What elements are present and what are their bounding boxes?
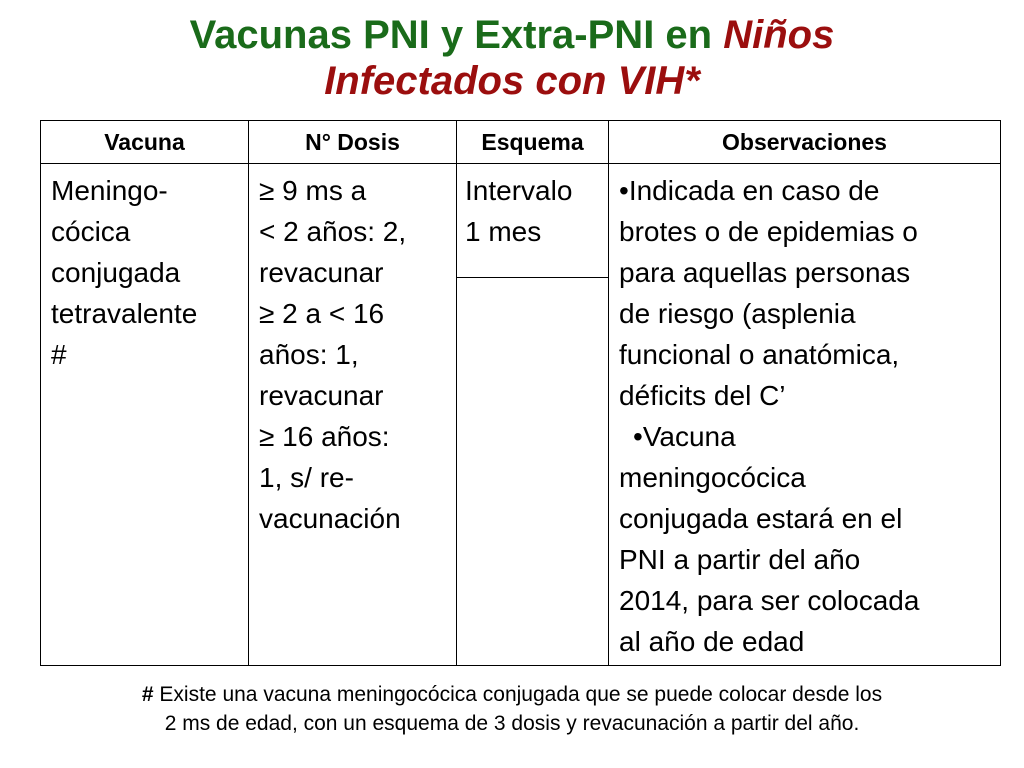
obs-line: PNI a partir del año (619, 544, 861, 575)
obs-item-2 (619, 416, 992, 662)
obs-line: de riesgo (asplenia (619, 298, 856, 329)
footnote (0, 680, 1024, 738)
esquema-line: 1 mes (465, 216, 542, 247)
obs-line: déficits del C’ (619, 380, 786, 411)
obs-line: 2014, para ser colocada (619, 585, 920, 616)
dosis-line: vacunación (259, 503, 401, 534)
dosis-line: < 2 años: 2, (259, 216, 407, 247)
obs-item-1 (619, 170, 992, 416)
footnote-line-2: 2 ms de edad, con un esquema de 3 dosis y revacunación a partir del año. (164, 712, 860, 735)
dosis-line: ≥ 16 años: (259, 421, 390, 452)
dosis-line: ≥ 2 a < 16 (259, 298, 385, 329)
footnote-line-1: Existe una vacuna meningocócica conjugada que se puede colocar desde los (153, 683, 883, 706)
slide-title (0, 12, 1024, 104)
obs-line: brotes o de epidemias o (619, 216, 918, 247)
header-dosis: N° Dosis (249, 121, 457, 164)
header-esquema: Esquema (457, 121, 609, 164)
obs-line: conjugada estará en el (619, 503, 903, 534)
dosis-line: revacunar (259, 380, 384, 411)
bullet-icon: • (633, 421, 643, 452)
cell-esquema (457, 164, 609, 666)
title-line-2: Infectados con VIH* (324, 59, 700, 103)
obs-line: Vacuna (642, 421, 736, 452)
cell-vacuna (41, 164, 249, 666)
esquema-line: Intervalo (465, 175, 573, 206)
dosis-line: ≥ 9 ms a (259, 175, 367, 206)
dosis-line: 1, s/ re- (259, 462, 354, 493)
header-observaciones: Observaciones (609, 121, 1001, 164)
vacuna-line: conjugada (51, 257, 181, 288)
vacuna-line: Meningo- (51, 175, 168, 206)
obs-line: funcional o anatómica, (619, 339, 900, 370)
title-line-1 (0, 12, 1024, 58)
obs-line: al año de edad (619, 626, 805, 657)
dosis-line: años: 1, (259, 339, 359, 370)
obs-line: Indicada en caso de (628, 175, 880, 206)
vacuna-line: tetravalente (51, 298, 198, 329)
vacuna-line: cócica (51, 216, 131, 247)
title-text: Vacunas PNI y Extra-PNI en (189, 13, 724, 57)
header-vacuna: Vacuna (41, 121, 249, 164)
vacuna-footnote-mark: # (51, 339, 67, 370)
esquema-subcell (457, 164, 608, 278)
dosis-line: revacunar (259, 257, 384, 288)
table-header-row (41, 121, 1001, 164)
bullet-icon: • (619, 175, 629, 206)
footnote-mark: # (141, 683, 154, 706)
cell-dosis (249, 164, 457, 666)
obs-line: meningocócica (619, 462, 806, 493)
obs-line: para aquellas personas (619, 257, 911, 288)
table-row (41, 164, 1001, 666)
vaccine-table (40, 120, 1001, 666)
title-highlight: Niños (723, 13, 835, 57)
cell-observaciones (609, 164, 1001, 666)
